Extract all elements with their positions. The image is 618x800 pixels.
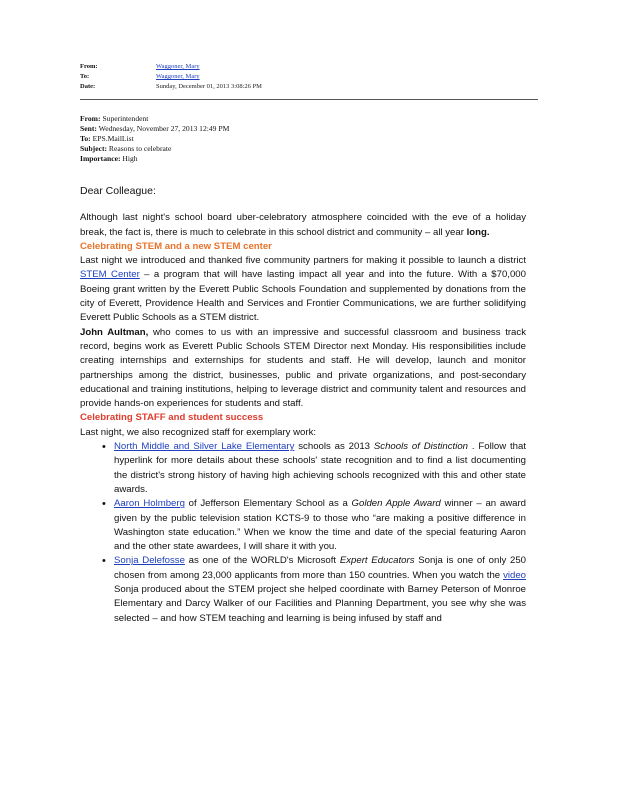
forwarded-email-header bbox=[80, 114, 229, 164]
stem-p1-text-a: Last night we introduced and thanked five community partners for making it possible to launch a district bbox=[80, 255, 526, 267]
forwarded-sent-row bbox=[80, 124, 229, 134]
outer-date-label: Date: bbox=[80, 83, 96, 90]
forwarded-from-label: From: bbox=[80, 114, 101, 123]
forwarded-to-label: To: bbox=[80, 134, 91, 143]
outer-email-header bbox=[80, 62, 262, 92]
forwarded-from-row bbox=[80, 114, 229, 124]
forwarded-to-row bbox=[80, 134, 229, 144]
stem-p2-text: who comes to us with an impressive and successful classroom and business track record, begins work as Everett Public Schools STEM Director next Monday. His responsibilities include creating internships and externships for students and staff. He will develop, launch and monitor partnerships among the district, businesses, public and private organizations, and post-secondary educational and training institutions, helping to leverage district and community talent and resources and provide hands-on experiences for students and staff. bbox=[80, 326, 526, 410]
stem-center-link[interactable]: STEM Center bbox=[80, 269, 140, 281]
staff-section-heading: Celebrating STAFF and student success bbox=[80, 412, 264, 424]
letter-greeting: Dear Colleague: bbox=[80, 185, 156, 197]
forwarded-from-value: Superintendent bbox=[102, 114, 149, 123]
item3-text-b: Sonja is one of only 250 chosen from among 23,000 applicants from more than 150 countries. When you watch the bbox=[114, 555, 526, 581]
aaron-holmberg-link[interactable]: Aaron Holmberg bbox=[114, 498, 185, 510]
intro-bold-text: long. bbox=[466, 226, 490, 238]
letter-body bbox=[80, 184, 526, 626]
item1-text-a: schools as 2013 bbox=[294, 441, 374, 453]
forwarded-importance-value: High bbox=[122, 154, 138, 163]
director-name: John Aultman, bbox=[80, 326, 149, 338]
item1-italic-text: Schools of Distinction bbox=[373, 441, 468, 453]
schools-of-distinction-link[interactable]: North Middle and Silver Lake Elementary bbox=[114, 441, 295, 453]
stem-section-heading: Celebrating STEM and a new STEM center bbox=[80, 240, 272, 252]
forwarded-sent-value: Wednesday, November 27, 2013 12:49 PM bbox=[98, 124, 230, 133]
item1-text-b: . Follow that hyperlink for more details about these schools' state recognition and to find a list documenting the district's strong history of having high achieving schools recognized with this and other state awards. bbox=[114, 441, 526, 495]
item3-italic-text: Expert Educators bbox=[339, 555, 415, 567]
video-link[interactable]: video bbox=[503, 569, 526, 581]
outer-to-label: To: bbox=[80, 73, 90, 80]
forwarded-subject-label: Subject: bbox=[80, 144, 107, 153]
item3-text-a: as one of the WORLD's Microsoft bbox=[184, 555, 340, 567]
item2-text-a: of Jefferson Elementary School as a bbox=[184, 498, 352, 510]
outer-from-label: From: bbox=[80, 63, 98, 70]
forwarded-subject-value: Reasons to celebrate bbox=[108, 144, 172, 153]
list-item bbox=[114, 440, 526, 497]
forwarded-subject-row bbox=[80, 144, 229, 154]
outer-date-row bbox=[80, 82, 262, 92]
intro-paragraph bbox=[80, 211, 526, 240]
forwarded-importance-label: Importance: bbox=[80, 154, 121, 163]
item2-italic-text: Golden Apple Award bbox=[351, 498, 441, 510]
stem-p1-text-b: – a program that will have lasting impact all year and into the future. With a $70,000 Boeing grant written by the Everett Public Schools Foundation and supplemented by donations from the city of Everett, Providence Health and Services and Frontier Communications, we are further solidifying Everett Public Schools as a STEM district. bbox=[80, 269, 526, 324]
sonja-delefosse-link[interactable]: Sonja Delefosse bbox=[114, 555, 185, 567]
forwarded-to-value: EPS.MailList bbox=[92, 134, 134, 143]
recognition-list bbox=[80, 440, 526, 626]
header-divider bbox=[80, 99, 538, 100]
outer-from-row bbox=[80, 62, 262, 72]
staff-intro: Last night, we also recognized staff for exemplary work: bbox=[80, 426, 317, 438]
outer-from-value[interactable]: Waggoner, Mary bbox=[156, 63, 200, 70]
intro-text: Although last night's school board uber-celebratory atmosphere coincided with the eve of a holiday break, the fact is, there is much to celebrate in this school district and community – all year bbox=[80, 212, 526, 238]
outer-date-value: Sunday, December 01, 2013 3:08:26 PM bbox=[156, 83, 262, 90]
item3-text-c: Sonja produced about the STEM project she helped coordinate with Barney Peterson of Monroe Elementary and Darcy Walker of our Facilities and Planning Department, you see why she was selected – and how STEM teaching and learning is being infused by staff and bbox=[114, 584, 526, 624]
outer-to-row bbox=[80, 72, 262, 82]
item2-text-b: winner – an award given by the public television station KCTS-9 to those who “are making a positive difference in Washington state education.” When we know the time and date of the special featuring Aaron and the other state awardees, I will share it with you. bbox=[114, 498, 526, 553]
stem-paragraph-2 bbox=[80, 326, 526, 412]
list-item bbox=[114, 554, 526, 625]
outer-to-value[interactable]: Waggoner, Mary bbox=[156, 73, 200, 80]
stem-paragraph-1 bbox=[80, 254, 526, 325]
forwarded-importance-row bbox=[80, 154, 229, 164]
list-item bbox=[114, 497, 526, 554]
forwarded-sent-label: Sent: bbox=[80, 124, 97, 133]
